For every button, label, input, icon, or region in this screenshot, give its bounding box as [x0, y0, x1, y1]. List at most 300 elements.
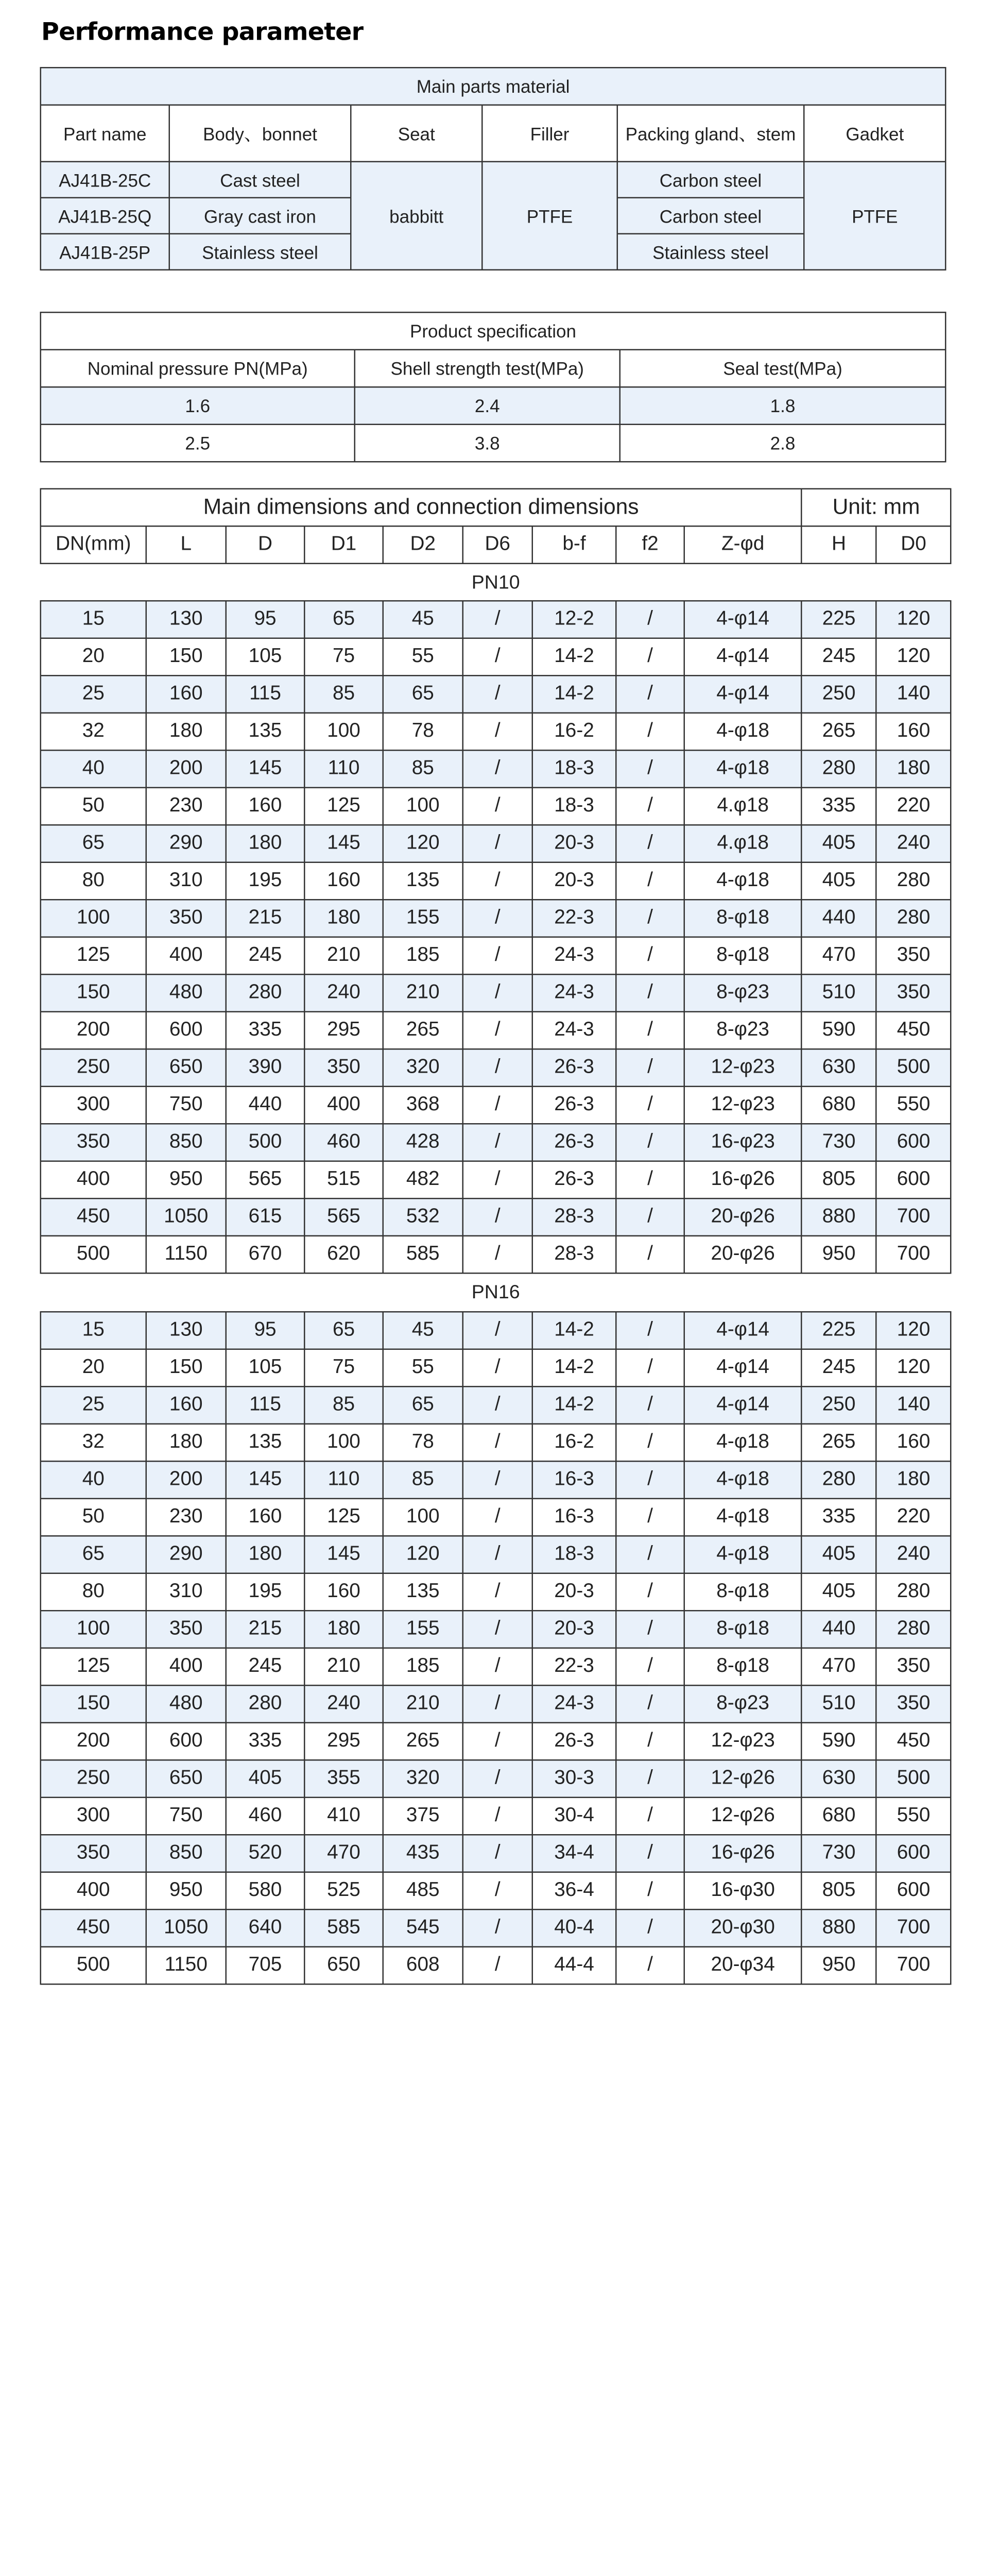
specs-header-nominal: Nominal pressure PN(MPa) — [41, 350, 355, 387]
table-cell: 435 — [383, 1835, 463, 1872]
table-cell: 440 — [226, 1087, 305, 1124]
table-cell: / — [463, 1909, 532, 1947]
table-cell: 4-φ18 — [684, 862, 802, 900]
table-cell: 405 — [802, 862, 876, 900]
table-cell: / — [463, 788, 532, 825]
table-cell: 335 — [226, 1723, 305, 1760]
table-cell: 500 — [876, 1760, 951, 1798]
table-cell: 480 — [146, 1685, 226, 1723]
table-cell: 405 — [226, 1760, 305, 1798]
table-cell: 120 — [876, 1349, 951, 1387]
table-cell: / — [616, 1198, 684, 1236]
table-cell: / — [463, 1349, 532, 1387]
table-cell: 24-3 — [532, 1685, 616, 1723]
table-cell: 100 — [304, 713, 383, 751]
table-cell: 195 — [226, 1573, 305, 1611]
table-cell: 4-φ18 — [684, 1536, 802, 1573]
table-cell: 1050 — [146, 1909, 226, 1947]
table-cell: 8-φ23 — [684, 1685, 802, 1723]
table-cell: 195 — [226, 862, 305, 900]
table-cell: 4-φ18 — [684, 1499, 802, 1536]
table-cell: / — [463, 1611, 532, 1648]
dimensions-table — [40, 488, 952, 1985]
table-cell: 15 — [41, 601, 146, 638]
table-cell: 180 — [146, 1424, 226, 1462]
table-cell: / — [463, 750, 532, 788]
table-cell: 565 — [304, 1198, 383, 1236]
table-cell: 600 — [876, 1835, 951, 1872]
table-cell: 750 — [146, 1798, 226, 1835]
table-cell: 700 — [876, 1236, 951, 1274]
section-label-row — [41, 564, 951, 601]
table-cell: 550 — [876, 1087, 951, 1124]
table-cell: 50 — [41, 1499, 146, 1536]
table-cell: 150 — [146, 1349, 226, 1387]
table-cell: 12-φ26 — [684, 1798, 802, 1835]
table-cell: 730 — [802, 1124, 876, 1161]
specs-header-shell: Shell strength test(MPa) — [355, 350, 620, 387]
table-cell: 16-3 — [532, 1461, 616, 1499]
table-cell: 705 — [226, 1947, 305, 1985]
table-cell: 40 — [41, 1461, 146, 1499]
table-cell: 950 — [802, 1947, 876, 1985]
table-row — [41, 1461, 951, 1499]
column-header: f2 — [616, 526, 684, 564]
table-cell: 130 — [146, 1312, 226, 1349]
table-cell: / — [616, 1760, 684, 1798]
table-cell: 600 — [146, 1723, 226, 1760]
table-cell: 4-φ14 — [684, 601, 802, 638]
table-cell: 4-φ18 — [684, 750, 802, 788]
table-cell: 405 — [802, 825, 876, 862]
table-cell: 450 — [876, 1012, 951, 1049]
table-cell: 750 — [146, 1087, 226, 1124]
table-cell: 130 — [146, 601, 226, 638]
table-cell: 65 — [304, 601, 383, 638]
table-cell: 608 — [383, 1947, 463, 1985]
table-row — [41, 974, 951, 1012]
table-cell: 400 — [41, 1161, 146, 1199]
table-cell: / — [616, 1499, 684, 1536]
table-cell: 20-φ30 — [684, 1909, 802, 1947]
table-cell: / — [616, 750, 684, 788]
table-cell: 350 — [876, 974, 951, 1012]
table-row — [41, 601, 951, 638]
table-cell: / — [463, 713, 532, 751]
table-cell: 30-3 — [532, 1760, 616, 1798]
table-cell: 440 — [802, 1611, 876, 1648]
table-cell: / — [616, 1947, 684, 1985]
table-cell: / — [463, 1947, 532, 1985]
table-cell: / — [616, 1124, 684, 1161]
table-cell: 16-φ30 — [684, 1872, 802, 1910]
table-cell: 85 — [304, 1386, 383, 1424]
table-row — [41, 825, 951, 862]
table-row — [41, 1723, 951, 1760]
table-cell: 310 — [146, 862, 226, 900]
table-cell: 125 — [41, 937, 146, 975]
table-cell: 8-φ23 — [684, 974, 802, 1012]
table-cell: / — [463, 638, 532, 676]
table-cell: / — [463, 601, 532, 638]
table-cell: 150 — [146, 638, 226, 676]
table-cell: 350 — [876, 1685, 951, 1723]
table-cell: 4.φ18 — [684, 788, 802, 825]
table-cell: 25 — [41, 675, 146, 713]
table-cell: 24-3 — [532, 974, 616, 1012]
column-header: H — [802, 526, 876, 564]
table-cell: / — [463, 1723, 532, 1760]
specs-cell: 2.8 — [620, 425, 946, 462]
table-cell: / — [616, 1723, 684, 1760]
table-row — [41, 862, 951, 900]
table-cell: 26-3 — [532, 1049, 616, 1087]
table-cell: / — [463, 1124, 532, 1161]
table-cell: 135 — [226, 713, 305, 751]
table-cell: 4-φ18 — [684, 713, 802, 751]
table-cell: / — [616, 900, 684, 937]
specs-header-seal: Seal test(MPa) — [620, 350, 946, 387]
table-cell: 24-3 — [532, 937, 616, 975]
table-cell: 185 — [383, 1648, 463, 1686]
table-cell: 95 — [226, 601, 305, 638]
table-cell: 245 — [802, 1349, 876, 1387]
table-cell: 20-φ34 — [684, 1947, 802, 1985]
table-cell: 32 — [41, 713, 146, 751]
column-header: D2 — [383, 526, 463, 564]
table-cell: 470 — [802, 1648, 876, 1686]
table-cell: 120 — [383, 825, 463, 862]
table-cell: 18-3 — [532, 750, 616, 788]
table-cell: 240 — [876, 825, 951, 862]
table-cell: / — [616, 1536, 684, 1573]
table-row — [41, 1124, 951, 1161]
table-cell: 50 — [41, 788, 146, 825]
section-label: PN16 — [41, 1273, 951, 1312]
table-cell: 16-φ26 — [684, 1161, 802, 1199]
table-cell: / — [616, 1049, 684, 1087]
table-cell: 100 — [383, 788, 463, 825]
table-cell: 630 — [802, 1760, 876, 1798]
table-cell: / — [616, 601, 684, 638]
materials-header-body: Body、bonnet — [169, 105, 351, 162]
table-cell: 44-4 — [532, 1947, 616, 1985]
table-cell: 135 — [383, 862, 463, 900]
table-cell: 20-3 — [532, 1573, 616, 1611]
table-cell: / — [463, 1872, 532, 1910]
table-cell: 110 — [304, 750, 383, 788]
column-header: Z-φd — [684, 526, 802, 564]
table-cell: 590 — [802, 1723, 876, 1760]
table-cell: 335 — [226, 1012, 305, 1049]
table-cell: 600 — [876, 1124, 951, 1161]
table-cell: 16-φ26 — [684, 1835, 802, 1872]
table-row — [41, 788, 951, 825]
table-cell: 368 — [383, 1087, 463, 1124]
table-row — [41, 675, 951, 713]
table-cell: 4.φ18 — [684, 825, 802, 862]
table-cell: / — [616, 862, 684, 900]
table-cell: 850 — [146, 1124, 226, 1161]
table-cell: 28-3 — [532, 1198, 616, 1236]
table-cell: 12-φ23 — [684, 1723, 802, 1760]
table-cell: 145 — [304, 825, 383, 862]
table-cell: 180 — [876, 1461, 951, 1499]
table-cell: / — [616, 1012, 684, 1049]
table-cell: 16-2 — [532, 1424, 616, 1462]
table-cell: 1050 — [146, 1198, 226, 1236]
table-cell: 180 — [226, 825, 305, 862]
table-cell: / — [463, 1386, 532, 1424]
table-row — [41, 1872, 951, 1910]
table-cell: / — [463, 1461, 532, 1499]
table-cell: 26-3 — [532, 1161, 616, 1199]
page-title: Performance parameter — [41, 18, 364, 46]
table-row — [41, 1760, 951, 1798]
table-cell: / — [616, 713, 684, 751]
table-cell: 280 — [226, 1685, 305, 1723]
table-row — [41, 1685, 951, 1723]
table-cell: 200 — [41, 1012, 146, 1049]
table-cell: 250 — [802, 675, 876, 713]
table-cell: 100 — [41, 1611, 146, 1648]
table-cell: 160 — [226, 1499, 305, 1536]
table-cell: 120 — [876, 1312, 951, 1349]
table-cell: 26-3 — [532, 1723, 616, 1760]
dimensions-header-row — [41, 526, 951, 564]
table-cell: 585 — [383, 1236, 463, 1274]
table-cell: 550 — [876, 1798, 951, 1835]
table-cell: / — [616, 1798, 684, 1835]
table-cell: / — [616, 1236, 684, 1274]
table-cell: 440 — [802, 900, 876, 937]
table-cell: 390 — [226, 1049, 305, 1087]
table-cell: 640 — [226, 1909, 305, 1947]
table-cell: 210 — [383, 974, 463, 1012]
column-header: D0 — [876, 526, 951, 564]
table-cell: 350 — [41, 1835, 146, 1872]
materials-header-filler: Filler — [482, 105, 617, 162]
table-cell: 145 — [226, 1461, 305, 1499]
table-cell: 135 — [383, 1573, 463, 1611]
table-cell: 8-φ18 — [684, 900, 802, 937]
table-cell: 16-2 — [532, 713, 616, 751]
table-cell: 510 — [802, 974, 876, 1012]
table-cell: 350 — [304, 1049, 383, 1087]
table-cell: / — [463, 1835, 532, 1872]
table-cell: 670 — [226, 1236, 305, 1274]
table-cell: 250 — [41, 1049, 146, 1087]
table-cell: 120 — [876, 638, 951, 676]
table-cell: / — [616, 1611, 684, 1648]
table-cell: 55 — [383, 1349, 463, 1387]
table-cell: 880 — [802, 1909, 876, 1947]
table-cell: 1150 — [146, 1236, 226, 1274]
table-row — [41, 1536, 951, 1573]
table-cell: 300 — [41, 1798, 146, 1835]
table-cell: 245 — [226, 937, 305, 975]
table-cell: 700 — [876, 1909, 951, 1947]
table-cell: 295 — [304, 1723, 383, 1760]
table-row — [41, 638, 951, 676]
table-cell: 140 — [876, 1386, 951, 1424]
table-cell: 280 — [802, 750, 876, 788]
table-row — [41, 1611, 951, 1648]
table-cell: / — [616, 1424, 684, 1462]
table-cell: 400 — [41, 1872, 146, 1910]
table-cell: 78 — [383, 1424, 463, 1462]
table-cell: 110 — [304, 1461, 383, 1499]
table-cell: 180 — [304, 1611, 383, 1648]
table-cell: 265 — [802, 1424, 876, 1462]
table-cell: 620 — [304, 1236, 383, 1274]
table-cell: / — [463, 900, 532, 937]
table-cell: 250 — [41, 1760, 146, 1798]
table-cell: 14-2 — [532, 1349, 616, 1387]
specs-cell: 1.8 — [620, 387, 946, 425]
specs-cell: 2.4 — [355, 387, 620, 425]
table-cell: 16-3 — [532, 1499, 616, 1536]
table-row — [41, 1312, 951, 1349]
table-cell: 350 — [876, 1648, 951, 1686]
table-cell: 20-3 — [532, 1611, 616, 1648]
table-cell: 80 — [41, 1573, 146, 1611]
table-cell: / — [616, 1835, 684, 1872]
table-cell: / — [463, 1499, 532, 1536]
table-cell: / — [463, 862, 532, 900]
table-cell: 160 — [146, 1386, 226, 1424]
table-row — [41, 1573, 951, 1611]
table-cell: 180 — [226, 1536, 305, 1573]
table-cell: 290 — [146, 1536, 226, 1573]
table-cell: 8-φ23 — [684, 1012, 802, 1049]
table-row — [41, 1798, 951, 1835]
column-header: L — [146, 526, 226, 564]
table-cell: 8-φ18 — [684, 937, 802, 975]
table-cell: 78 — [383, 713, 463, 751]
table-cell: 160 — [226, 788, 305, 825]
table-cell: 500 — [226, 1124, 305, 1161]
table-cell: 220 — [876, 788, 951, 825]
table-cell: 650 — [304, 1947, 383, 1985]
table-cell: 500 — [41, 1236, 146, 1274]
table-cell: 950 — [146, 1872, 226, 1910]
table-cell: / — [463, 1760, 532, 1798]
materials-caption: Main parts material — [41, 67, 946, 105]
table-cell: / — [463, 1161, 532, 1199]
table-cell: 26-3 — [532, 1124, 616, 1161]
table-cell: 135 — [226, 1424, 305, 1462]
table-row — [41, 937, 951, 975]
table-row — [41, 1012, 951, 1049]
table-cell: 45 — [383, 601, 463, 638]
materials-header-packing: Packing gland、stem — [617, 105, 804, 162]
table-cell: 4-φ18 — [684, 1461, 802, 1499]
specs-row — [41, 387, 946, 425]
table-cell: / — [463, 937, 532, 975]
table-cell: 100 — [41, 900, 146, 937]
table-cell: 680 — [802, 1087, 876, 1124]
table-cell: 510 — [802, 1685, 876, 1723]
table-cell: 120 — [383, 1536, 463, 1573]
table-cell: 450 — [41, 1909, 146, 1947]
part-name-cell: AJ41B-25P — [41, 234, 169, 270]
body-material-cell: Cast steel — [169, 162, 351, 198]
table-cell: 220 — [876, 1499, 951, 1536]
table-cell: 12-2 — [532, 601, 616, 638]
table-cell: / — [616, 825, 684, 862]
body-material-cell: Gray cast iron — [169, 198, 351, 234]
table-cell: 75 — [304, 638, 383, 676]
table-cell: 150 — [41, 974, 146, 1012]
table-cell: 16-φ23 — [684, 1124, 802, 1161]
table-cell: 200 — [41, 1723, 146, 1760]
table-cell: 22-3 — [532, 900, 616, 937]
table-cell: 230 — [146, 788, 226, 825]
table-cell: 4-φ14 — [684, 1386, 802, 1424]
table-cell: / — [616, 1909, 684, 1947]
packing-material-cell: Carbon steel — [617, 198, 804, 234]
table-cell: 14-2 — [532, 1386, 616, 1424]
table-cell: 34-4 — [532, 1835, 616, 1872]
table-cell: 4-φ18 — [684, 1424, 802, 1462]
table-cell: 8-φ18 — [684, 1611, 802, 1648]
table-cell: / — [463, 1312, 532, 1349]
table-cell: 290 — [146, 825, 226, 862]
table-cell: 160 — [304, 1573, 383, 1611]
table-cell: 160 — [876, 1424, 951, 1462]
table-cell: / — [616, 937, 684, 975]
table-cell: 580 — [226, 1872, 305, 1910]
table-cell: 25 — [41, 1386, 146, 1424]
table-cell: 210 — [304, 937, 383, 975]
column-header: D6 — [463, 526, 532, 564]
table-cell: 230 — [146, 1499, 226, 1536]
table-cell: 850 — [146, 1835, 226, 1872]
table-cell: 565 — [226, 1161, 305, 1199]
seat-material-cell: babbitt — [351, 162, 482, 270]
table-cell: 280 — [876, 1573, 951, 1611]
table-cell: 22-3 — [532, 1648, 616, 1686]
table-cell: 85 — [304, 675, 383, 713]
filler-material-cell: PTFE — [482, 162, 617, 270]
table-cell: 350 — [146, 900, 226, 937]
table-cell: 32 — [41, 1424, 146, 1462]
table-cell: 300 — [41, 1087, 146, 1124]
table-cell: 405 — [802, 1536, 876, 1573]
table-cell: 1150 — [146, 1947, 226, 1985]
table-cell: 730 — [802, 1835, 876, 1872]
table-cell: 335 — [802, 788, 876, 825]
table-cell: 650 — [146, 1049, 226, 1087]
table-cell: 400 — [146, 937, 226, 975]
table-cell: 145 — [226, 750, 305, 788]
table-row — [41, 1161, 951, 1199]
table-cell: 805 — [802, 1872, 876, 1910]
table-cell: 180 — [304, 900, 383, 937]
table-cell: 180 — [146, 713, 226, 751]
table-cell: / — [463, 1685, 532, 1723]
table-cell: 428 — [383, 1124, 463, 1161]
table-cell: 4-φ14 — [684, 1349, 802, 1387]
table-cell: 350 — [146, 1611, 226, 1648]
part-name-cell: AJ41B-25Q — [41, 198, 169, 234]
table-cell: 280 — [802, 1461, 876, 1499]
table-cell: 4-φ14 — [684, 1312, 802, 1349]
table-cell: 65 — [383, 1386, 463, 1424]
gasket-material-cell: PTFE — [804, 162, 945, 270]
table-cell: 160 — [304, 862, 383, 900]
